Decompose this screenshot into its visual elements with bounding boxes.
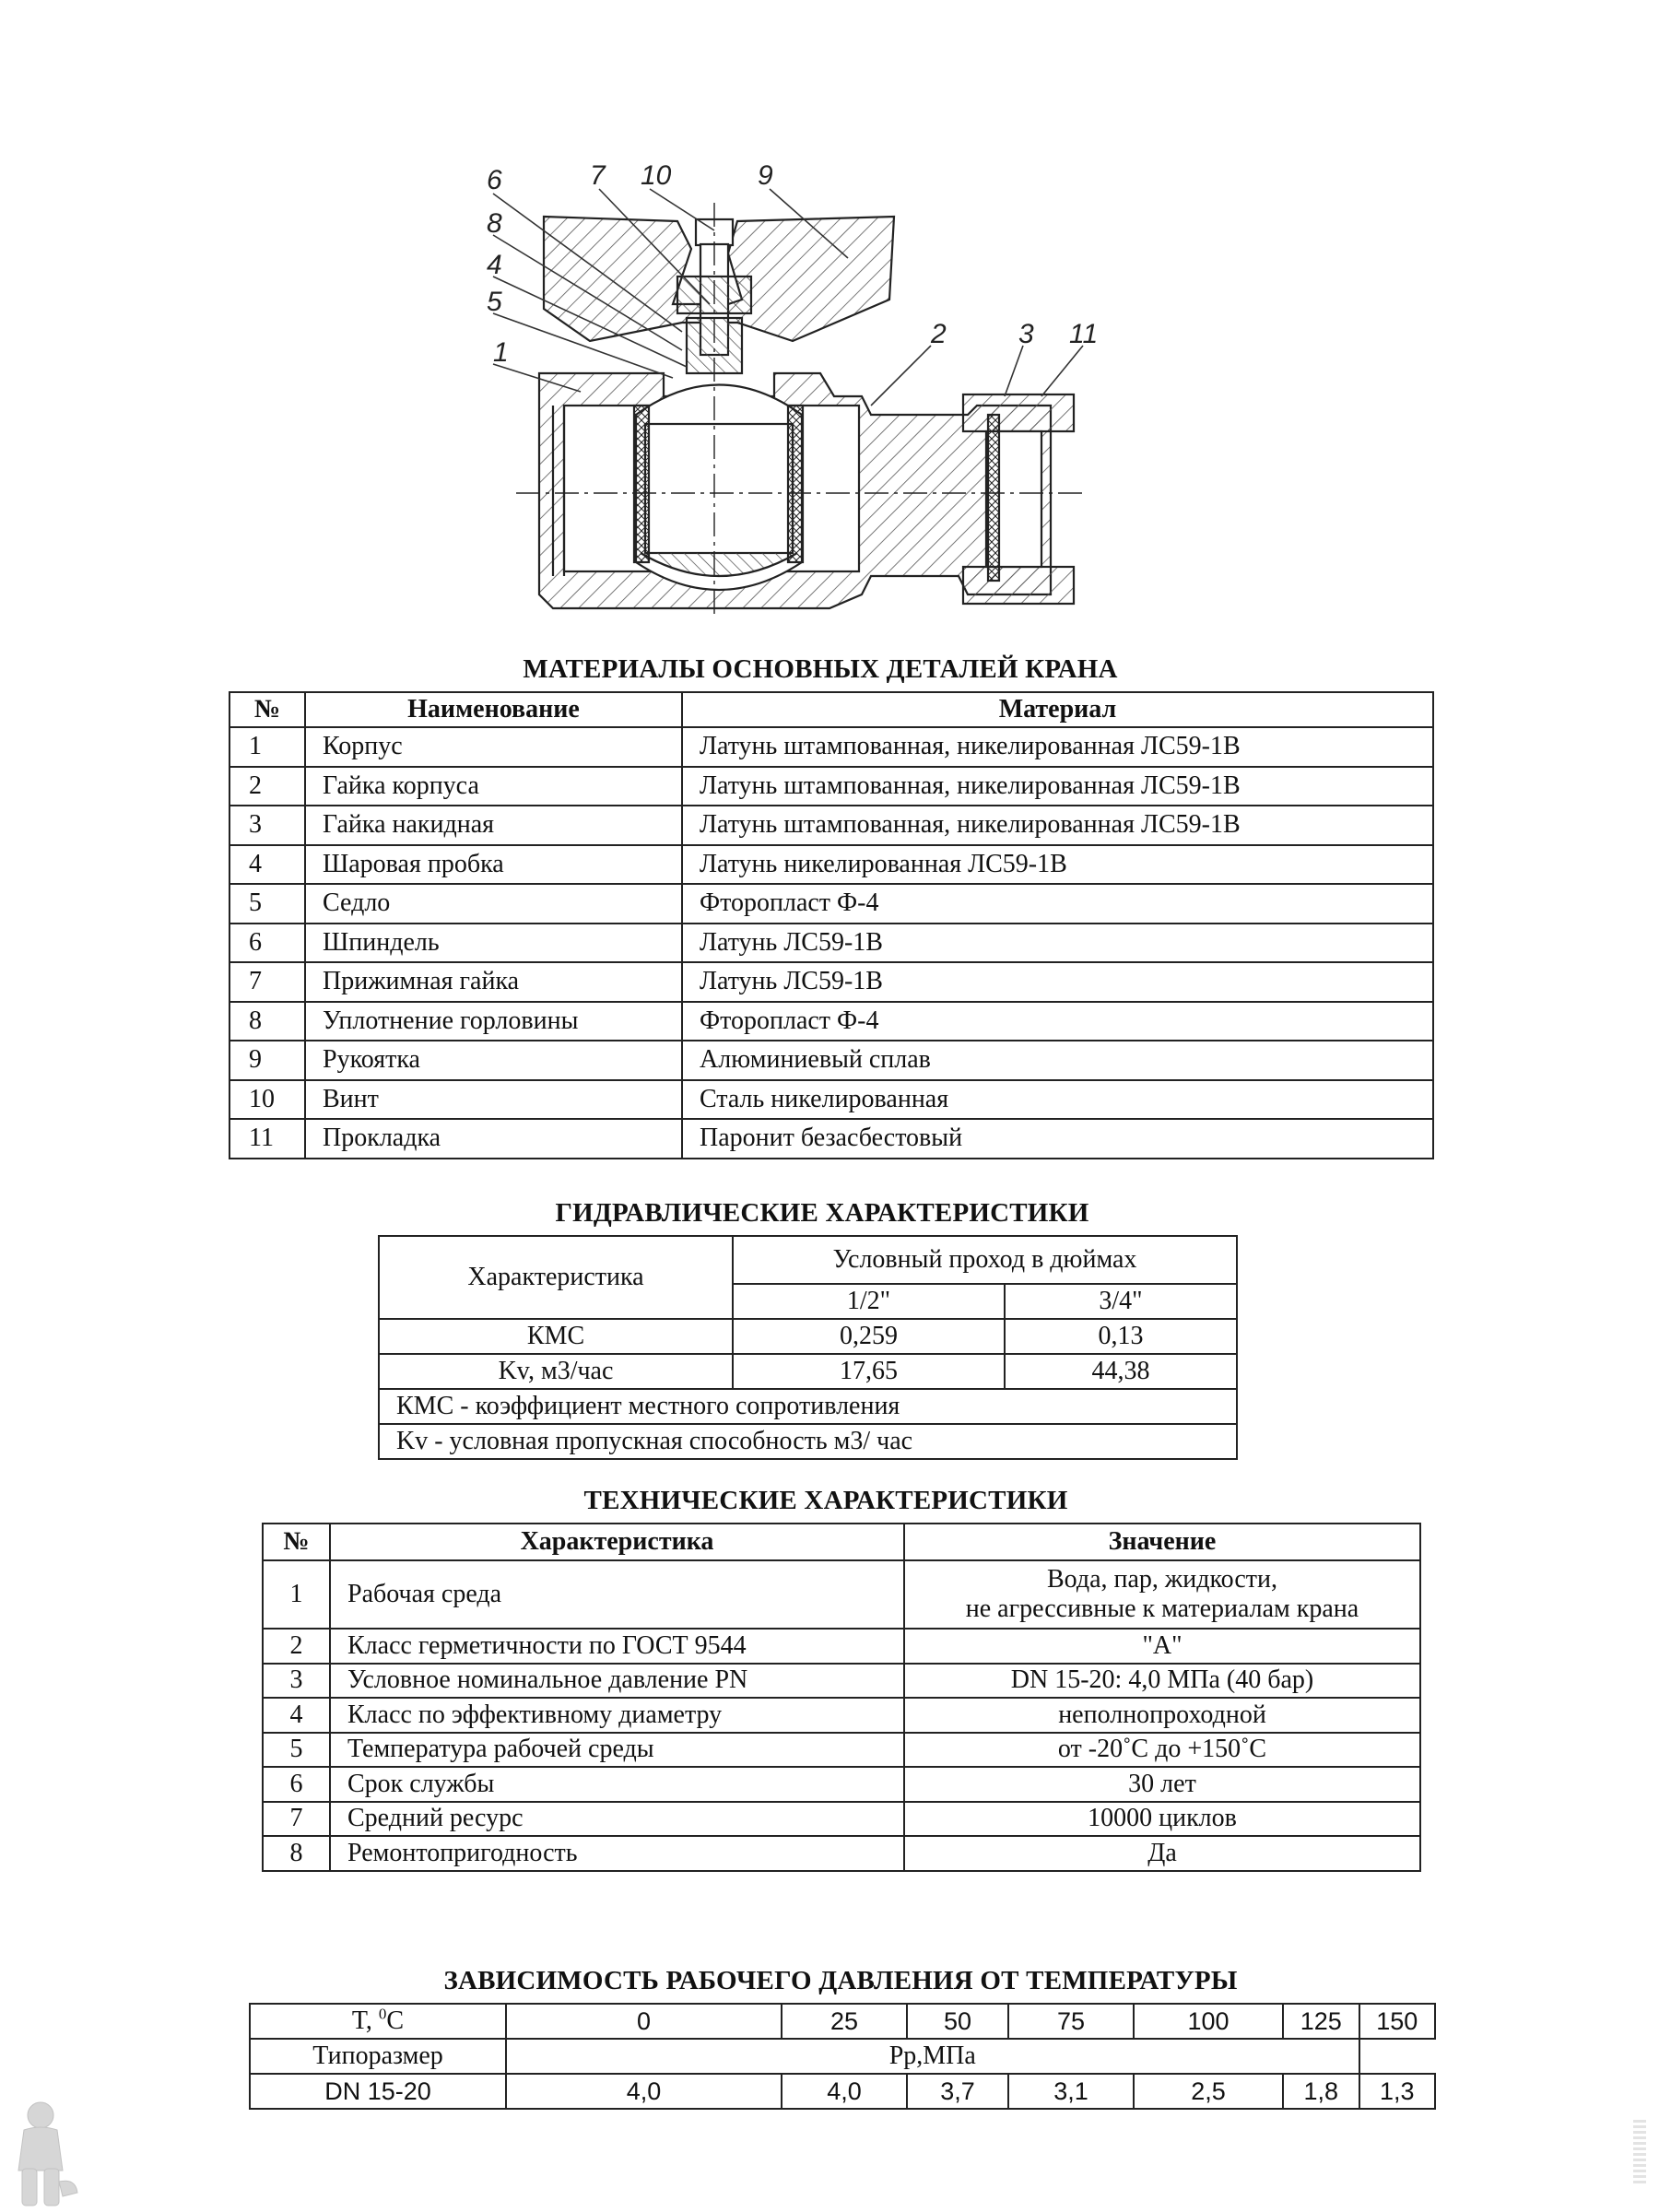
- part-name: Прижимная гайка: [305, 962, 682, 1002]
- tech-num: 3: [263, 1664, 330, 1699]
- pressure-table: [249, 2003, 1436, 2110]
- part-name: Прокладка: [305, 1119, 682, 1159]
- hydraulic-bore-header: Условный проход в дюймах: [733, 1236, 1237, 1284]
- material-num: 3: [229, 806, 305, 845]
- tech-value: 10000 циклов: [904, 1802, 1420, 1837]
- part-material: Алюминиевый сплав: [682, 1041, 1433, 1080]
- technical-row: [263, 1698, 1420, 1733]
- part-material: Латунь штампованная, никелированная ЛС59-1В: [682, 806, 1433, 845]
- material-num: 1: [229, 727, 305, 767]
- part-material: Сталь никелированная: [682, 1080, 1433, 1120]
- material-num: 6: [229, 924, 305, 963]
- pressure-value: 1,8: [1283, 2074, 1359, 2109]
- materials-row: [229, 767, 1433, 806]
- label-6: 6: [487, 165, 502, 195]
- materials-row: [229, 962, 1433, 1002]
- side-watermark: [1633, 2120, 1646, 2184]
- tech-header-num: №: [263, 1524, 330, 1560]
- label-4: 4: [487, 250, 502, 280]
- tech-value: неполнопроходной: [904, 1698, 1420, 1733]
- kms-note: КМС - коэффициент местного сопротивления: [379, 1389, 1237, 1424]
- materials-row: [229, 727, 1433, 767]
- tech-num: 4: [263, 1698, 330, 1733]
- tech-characteristic: Класс герметичности по ГОСТ 9544: [330, 1629, 904, 1664]
- technical-row: [263, 1767, 1420, 1802]
- kms-label: КМС: [379, 1319, 733, 1354]
- kv-three-quarter: 44,38: [1005, 1354, 1237, 1389]
- tech-characteristic: Срок службы: [330, 1767, 904, 1802]
- pressure-value: 4,0: [782, 2074, 907, 2109]
- part-material: Латунь штампованная, никелированная ЛС59-1В: [682, 727, 1433, 767]
- temperature-value: 50: [907, 2004, 1008, 2039]
- tech-characteristic: Условное номинальное давление PN: [330, 1664, 904, 1699]
- material-num: 11: [229, 1119, 305, 1159]
- technical-row: [263, 1664, 1420, 1699]
- part-name: Рукоятка: [305, 1041, 682, 1080]
- tech-characteristic: Рабочая среда: [330, 1560, 904, 1629]
- material-num: 8: [229, 1002, 305, 1041]
- tech-value-line2: не агрессивные к материалам крана: [965, 1594, 1359, 1623]
- tech-value-line1: Вода, пар, жидкости,: [1046, 1565, 1278, 1594]
- pressure-value: 4,0: [506, 2074, 782, 2109]
- pressure-value: 3,7: [907, 2074, 1008, 2109]
- tech-num: 8: [263, 1836, 330, 1871]
- dn-row-label: DN 15-20: [250, 2074, 506, 2109]
- header-material: Материал: [682, 692, 1433, 727]
- technical-row: [263, 1733, 1420, 1768]
- part-material: Латунь ЛС59-1В: [682, 962, 1433, 1002]
- materials-table: [229, 691, 1434, 1159]
- part-material: Фторопласт Ф-4: [682, 884, 1433, 924]
- temperature-value: 150: [1359, 2004, 1436, 2039]
- pressure-value: 2,5: [1134, 2074, 1283, 2109]
- size-label: Типоразмер: [250, 2039, 506, 2074]
- tech-value: от -20˚С до +150˚С: [904, 1733, 1420, 1768]
- material-num: 2: [229, 767, 305, 806]
- material-num: 5: [229, 884, 305, 924]
- hydraulic-title: ГИДРАВЛИЧЕСКИЕ ХАРАКТЕРИСТИКИ: [555, 1198, 1089, 1228]
- part-name: Шаровая пробка: [305, 845, 682, 885]
- materials-row: [229, 845, 1433, 885]
- label-10: 10: [641, 160, 672, 191]
- label-5: 5: [487, 287, 502, 317]
- tech-value: "А": [904, 1629, 1420, 1664]
- kms-half: 0,259: [733, 1319, 1005, 1354]
- tech-num: 6: [263, 1767, 330, 1802]
- pressure-value: 1,3: [1359, 2074, 1436, 2109]
- materials-row: [229, 924, 1433, 963]
- technical-row: [263, 1836, 1420, 1871]
- temperature-value: 125: [1283, 2004, 1359, 2039]
- header-name: Наименование: [305, 692, 682, 727]
- hydraulic-table: [378, 1235, 1238, 1460]
- tech-value: [904, 1560, 1420, 1629]
- tech-num: 2: [263, 1629, 330, 1664]
- tech-characteristic: Ремонтопригодность: [330, 1836, 904, 1871]
- part-name: Гайка накидная: [305, 806, 682, 845]
- materials-row: [229, 1119, 1433, 1159]
- part-name: Гайка корпуса: [305, 767, 682, 806]
- size-three-quarter-inch: 3/4": [1005, 1284, 1237, 1319]
- tech-header-value: Значение: [904, 1524, 1420, 1560]
- part-material: Латунь никелированная ЛС59-1В: [682, 845, 1433, 885]
- part-material: Фторопласт Ф-4: [682, 1002, 1433, 1041]
- tech-characteristic: Температура рабочей среды: [330, 1733, 904, 1768]
- part-material: Латунь штампованная, никелированная ЛС59-1В: [682, 767, 1433, 806]
- part-name: Корпус: [305, 727, 682, 767]
- kv-note: Kv - условная пропускная способность м3/ час: [379, 1424, 1237, 1459]
- materials-title: МАТЕРИАЛЫ ОСНОВНЫХ ДЕТАЛЕЙ КРАНА: [523, 654, 1118, 684]
- materials-row: [229, 1041, 1433, 1080]
- kv-half: 17,65: [733, 1354, 1005, 1389]
- label-8: 8: [487, 208, 502, 239]
- part-name: Шпиндель: [305, 924, 682, 963]
- label-1: 1: [493, 337, 509, 368]
- material-num: 10: [229, 1080, 305, 1120]
- tech-num: 1: [263, 1560, 330, 1629]
- hydraulic-char-header: Характеристика: [379, 1236, 733, 1319]
- size-half-inch: 1/2": [733, 1284, 1005, 1319]
- label-11: 11: [1069, 319, 1099, 349]
- tech-num: 5: [263, 1733, 330, 1768]
- materials-row: [229, 884, 1433, 924]
- tech-value: 30 лет: [904, 1767, 1420, 1802]
- part-name: Винт: [305, 1080, 682, 1120]
- kv-label: Kv, м3/час: [379, 1354, 733, 1389]
- technical-table: [262, 1523, 1421, 1872]
- label-9: 9: [758, 160, 773, 191]
- material-num: 9: [229, 1041, 305, 1080]
- part-material: Латунь ЛС59-1В: [682, 924, 1433, 963]
- material-num: 4: [229, 845, 305, 885]
- temperature-value: 25: [782, 2004, 907, 2039]
- plumber-watermark-icon: [7, 2097, 81, 2212]
- tech-characteristic: Средний ресурс: [330, 1802, 904, 1837]
- temperature-value: 0: [506, 2004, 782, 2039]
- materials-row: [229, 1080, 1433, 1120]
- part-name: Седло: [305, 884, 682, 924]
- tech-num: 7: [263, 1802, 330, 1837]
- part-name: Уплотнение горловины: [305, 1002, 682, 1041]
- pressure-value: 3,1: [1008, 2074, 1134, 2109]
- header-num: №: [229, 692, 305, 727]
- pressure-title: ЗАВИСИМОСТЬ РАБОЧЕГО ДАВЛЕНИЯ ОТ ТЕМПЕРАТУРЫ: [443, 1966, 1238, 1995]
- label-3: 3: [1018, 319, 1034, 349]
- pressure-unit-label: Рр,МПа: [506, 2039, 1359, 2074]
- part-material: Паронит безасбестовый: [682, 1119, 1433, 1159]
- technical-row: [263, 1629, 1420, 1664]
- tech-header-char: Характеристика: [330, 1524, 904, 1560]
- ball-valve-drawing: [442, 147, 1143, 627]
- materials-row: [229, 806, 1433, 845]
- kms-three-quarter: 0,13: [1005, 1319, 1237, 1354]
- tech-value: DN 15-20: 4,0 МПа (40 бар): [904, 1664, 1420, 1699]
- temperature-label: T, $^0$С: [250, 2004, 506, 2039]
- technical-title: ТЕХНИЧЕСКИЕ ХАРАКТЕРИСТИКИ: [583, 1486, 1068, 1515]
- temperature-value: 100: [1134, 2004, 1283, 2039]
- label-7: 7: [590, 160, 606, 191]
- label-2: 2: [931, 319, 947, 349]
- temperature-value: 75: [1008, 2004, 1134, 2039]
- technical-row: [263, 1560, 1420, 1629]
- tech-characteristic: Класс по эффективному диаметру: [330, 1698, 904, 1733]
- technical-row: [263, 1802, 1420, 1837]
- materials-row: [229, 1002, 1433, 1041]
- material-num: 7: [229, 962, 305, 1002]
- tech-value: Да: [904, 1836, 1420, 1871]
